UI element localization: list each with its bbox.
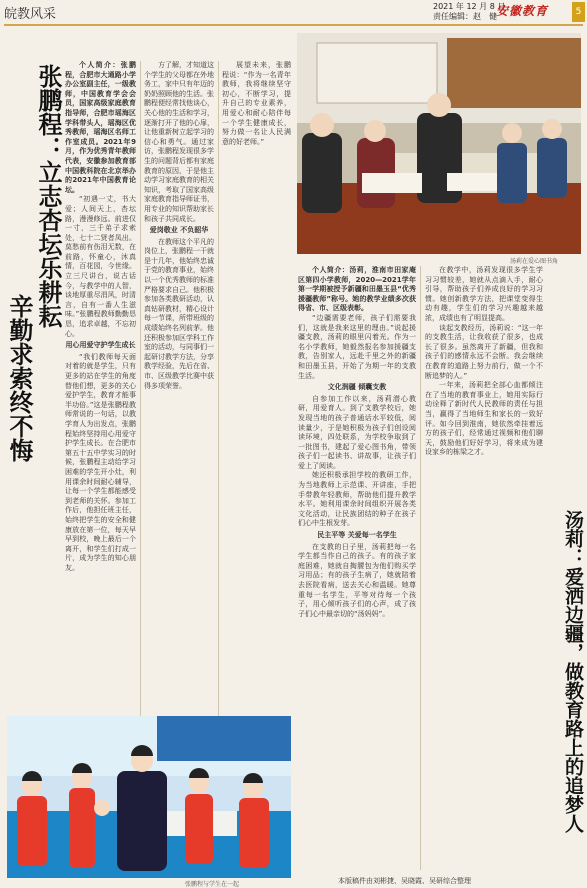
section-title: 皖教风采 [4, 7, 57, 22]
story1-body-a: “初遇一丈，书大爱；人间天上，杏坛路，漫漫修远。前进仅一寸，三千弟子求索处，七十二贤者凤出。莫愁前有伤泪无数，在前路，怀童心，沐真情，百花园，今世缘。立三尺讲台，说古话今，与教学中的人智，谈地厚重尽涓风，时清言，自有一番人生滋味。”张鹏程教师勤勤恳恳，追求卓越，不忘初心。 [65, 195, 136, 338]
story2-body-g: 一年来，汤莉把全部心血都倾注在了当地的教育事业上，她用实际行动诠释了新时代人民教师的责任与担当，赢得了当地师生和家长的一致好评。如今回到淮南，她依然牵挂着远方的孩子们，经常通过视频和他们聊天，鼓励他们好好学习，将来成为建设家乡的栋梁之才。 [425, 381, 543, 457]
story1-column-2 [144, 61, 214, 720]
masthead-logo: 安徽教育 [496, 4, 549, 18]
story1-column-1 [65, 61, 136, 720]
story1-headline-1: 张鹏程：立志杏坛乐耕耘 [34, 64, 63, 328]
story2-column-2 [425, 266, 543, 870]
reading-corner-photo-graphic [297, 33, 581, 254]
issue-date: 2021 年 12 月 8 日 [433, 2, 506, 11]
story1-body-d: 在教师这个平凡的岗位上，张鹏程一干就是十几年，他始终忠诚于党的教育事业，始终以一个优秀教师的标准严格要求自己。他积极参加各类教研活动，认真钻研教材，精心设计每一节课，所带班级的成绩始终名列前茅。他还积极参加区学科工作室的活动，与同事们一起研讨教学方法，分享教学经验，先后在省、市、区级教学比赛中获得多项荣誉。 [144, 237, 214, 390]
story1-photo-caption: 张鹏程与学生在一起 [185, 881, 240, 888]
story1-column-3 [222, 61, 291, 720]
story1-subhead-2: 爱岗敬业 不负韶华 [149, 226, 209, 235]
column-divider [140, 61, 141, 716]
header-rule [4, 24, 583, 26]
story2-column-1 [298, 266, 416, 870]
story1-photo [7, 716, 291, 878]
editor-credit: 责任编辑：赵 健 [433, 12, 497, 21]
column-divider [218, 61, 219, 716]
story2-body-f: 谈起支教经历，汤莉说：“这一年的支教生活，让我收获了很多，也成长了很多。虽然离开了新疆，但我和孩子们的感情永远不会断。我会继续在教育的道路上努力前行，做一个不断追梦的人。” [425, 323, 543, 380]
page-header [0, 0, 587, 24]
footer-credit: 本版稿件由刘彬捷、吴晓霞、吴研综合整理 [338, 877, 471, 885]
story1-body-b: “我们教师每天面对着的就是学生，只有更多的站在学生的角度替他们想，更多的关心爱护学生，教育才能事半功倍。”这是张鹏程教师常说的一句话，以教学育人为出发点，张鹏程始终坚持用心用爱守护学生成长。在合肥市第五十五中学实习的时候，张鹏程主动给学习困难的学生开小灶，利用课余时间耐心辅导，让每一个学生都能感受到老师的关怀。参加工作后，他担任班主任，始终把学生的安全和健康放在第一位，每天早早到校，晚上最后一个离开，和学生们打成一片，成为学生的知心朋友。 [65, 352, 136, 572]
story2-body-e: 在教学中，汤莉发现很多学生学习习惯较差，她就从点滴入手，耐心引导，帮助孩子们养成良好的学习习惯。她创新教学方法，把课堂变得生动有趣，学生们的学习兴趣越来越浓，成绩也有了明显提高。 [425, 266, 543, 322]
story1-headline-2: 辛勤求索终不悔 [5, 294, 34, 462]
story1-subhead-1: 用心用爱守护学生成长 [65, 341, 136, 350]
story1-profile: 个人简介：张鹏程，合肥市大通路小学办公室副主任，一级教师，中国教育学会会员，国家高级家庭教育指导师，合肥市瑶海区学科带头人，瑶海区优秀教师，瑶海区名师工作室成员。2021年9月，作为优秀青年教师代表，安徽参加教育部中国教科院在北京举办的2021年中国教育论坛。 [65, 61, 136, 194]
story2-body-a: “边疆需要老师，孩子们需要我们，这就是我来这里的理由。”说起援疆支教，汤莉的眼里闪着光。作为一名小学教师，她毅然报名参加援疆支教，告别家人，远赴千里之外的新疆和田墨玉县，开始了为期一年的支教生活。 [298, 313, 416, 380]
story2-photo-caption: 汤莉在爱心图书角 [510, 258, 559, 265]
story2-photo [297, 33, 581, 254]
story2-body-d: 在支教的日子里，汤莉把每一名学生都当作自己的孩子。有的孩子家庭困难，她就自掏腰包为他们购买学习用品；有的孩子生病了，她就陪着去医院看病，送去关心和温暖。她尊重每一名学生，平等对待每一个孩子，用心倾听孩子们的心声，成了孩子们心中最亲切的“汤妈妈”。 [298, 542, 416, 618]
story2-subhead-1: 文化润疆 倾囊支教 [327, 383, 387, 392]
story2-subhead-2: 民主平等 关爱每一名学生 [317, 531, 397, 540]
column-divider [420, 266, 421, 870]
story2-profile: 个人简介：汤莉，淮南市田家庵区第四小学教师，2020—2021学年第一学期被授予新疆和田墨玉县“优秀援疆教师”称号。她的教学业绩多次获得省、市、区级表彰。 [298, 266, 416, 313]
classroom-photo-graphic [7, 716, 291, 878]
story2-body-b: 自参加工作以来，汤莉潜心教研，用爱育人。到了支教学校后，她发现当地的孩子普通话水平较低，阅读量少，于是她积极为孩子们创设阅读环境，四处联系，为学校争取到了一批图书，建起了爱心图书角，带领孩子们一起读书、讲故事，让孩子们爱上了阅读。 [298, 394, 416, 470]
story2-headline: 汤莉：爱洒边疆，做教育路上的追梦人 [562, 510, 584, 833]
story1-body-c: 方了解，才知道这个学生的父母都在外地务工，家中只有年迈的奶奶照顾他的生活。张鹏程便经常找他谈心，关心他的生活和学习，逐渐打开了他的心扉，让他重新树立起学习的信心和勇气。通过家访，张鹏程发现很多学生的问题背后都有家庭教育的原因，于是他主动学习家庭教育的相关知识，考取了国家高级家庭教育指导师证书，用专业的知识帮助家长和孩子共同成长。 [144, 61, 214, 223]
story1-body-e: 展望未来，张鹏程说：“作为一名青年教师，我将继续坚守初心，不断学习，提升自己的专业素养，用爱心和耐心陪伴每一个学生健康成长，努力做一名让人民满意的好老师。” [222, 61, 291, 146]
page-number: 5 [572, 2, 585, 22]
story2-body-c: 她还积极承担学校的教研工作，为当地教师上示范课、开讲座，手把手带教年轻教师，帮助他们提升教学水平。她利用课余时间组织开展各类文化活动，让民族团结的种子在孩子们心中生根发芽。 [298, 471, 416, 528]
